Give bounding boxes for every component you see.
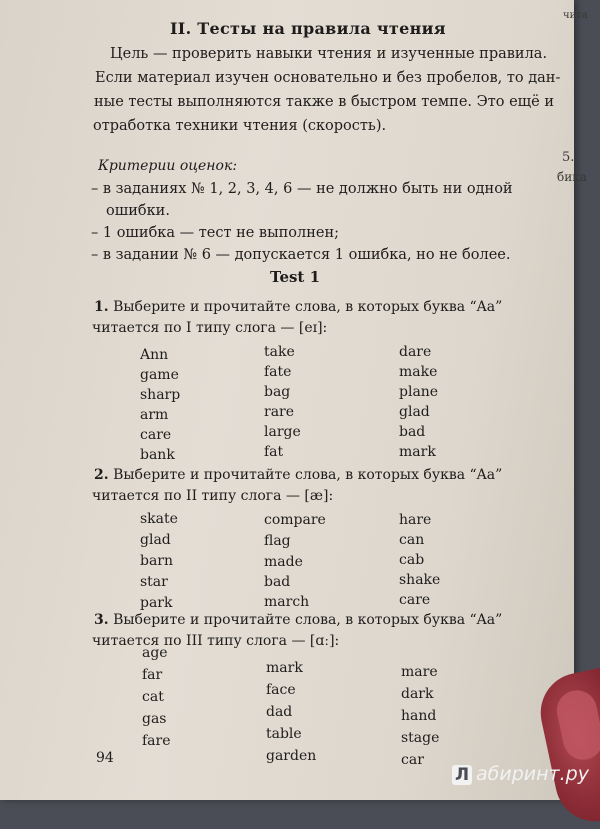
next-page-edge-top: чита [563, 10, 588, 21]
word: skate [140, 511, 178, 527]
word: arm [140, 407, 169, 423]
word: care [399, 592, 431, 608]
word: game [140, 367, 179, 383]
word: large [264, 424, 301, 440]
word: car [401, 752, 424, 768]
word: bag [264, 384, 291, 400]
watermark-text: абиринт.ру [476, 763, 589, 785]
word: star [140, 574, 168, 590]
word: age [142, 645, 168, 661]
word: make [399, 364, 438, 380]
word: sharp [140, 387, 181, 403]
criteria-item-2: – 1 ошибка — тест не выполнен; [91, 225, 340, 241]
word: table [266, 726, 302, 742]
word: bad [264, 574, 291, 590]
word: can [399, 532, 425, 548]
word: fare [142, 733, 171, 749]
watermark-logo-icon: Л [452, 765, 472, 785]
word: cab [399, 552, 425, 568]
word: face [266, 682, 296, 698]
word: stage [401, 730, 440, 746]
intro-line-1: Цель — проверить навыки чтения и изученные правила. [110, 46, 548, 62]
word: march [264, 594, 310, 610]
task-1-line-2: читается по I типу слога — [eɪ]: [92, 320, 328, 336]
word: gas [142, 711, 167, 727]
word: mark [399, 444, 436, 460]
word: bank [140, 447, 175, 463]
word: fat [264, 444, 284, 460]
criteria-item-3: – в задании № 6 — допускается 1 ошибка, но не более. [91, 247, 511, 263]
word: Ann [140, 347, 169, 363]
task-2-line-1: 2. Выберите и прочитайте слова, в которых буква “Aa” [94, 467, 503, 483]
word: cat [142, 689, 164, 705]
intro-line-2: Если материал изучен основательно и без пробелов, то дан- [95, 70, 561, 86]
chapter-title: II. Тесты на правила чтения [170, 19, 446, 38]
next-page-edge-number: 5. [562, 150, 575, 165]
intro-line-4: отработка техники чтения (скорость). [93, 118, 387, 134]
word: barn [140, 553, 174, 569]
criteria-item-1-cont: ошибки. [106, 203, 170, 219]
test-title: Test 1 [270, 268, 321, 286]
page-number: 94 [96, 750, 114, 766]
word: park [140, 595, 173, 611]
word: bad [399, 424, 426, 440]
task-2-line-2: читается по II типу слога — [æ]: [92, 488, 334, 504]
criteria-item-1: – в заданиях № 1, 2, 3, 4, 6 — не должно быть ни одной [91, 181, 513, 197]
word: glad [399, 404, 430, 420]
word: compare [264, 512, 326, 528]
word: fate [264, 364, 292, 380]
word: hare [399, 512, 432, 528]
word: mark [266, 660, 303, 676]
word: care [140, 427, 172, 443]
word: rare [264, 404, 295, 420]
next-page-edge-word: бика [557, 170, 587, 184]
word: mare [401, 664, 438, 680]
word: garden [266, 748, 317, 764]
word: glad [140, 532, 171, 548]
word: dad [266, 704, 293, 720]
criteria-title: Критерии оценок: [98, 158, 238, 174]
word: shake [399, 572, 441, 588]
task-3-line-2: читается по III типу слога — [ɑː]: [92, 633, 340, 649]
task-3-line-1: 3. Выберите и прочитайте слова, в которых буква “Aa” [94, 612, 503, 628]
word: made [264, 554, 303, 570]
word: dare [399, 344, 432, 360]
intro-line-3: ные тесты выполняются также в быстром темпе. Это ещё и [94, 94, 554, 110]
word: hand [401, 708, 437, 724]
word: plane [399, 384, 439, 400]
word: far [142, 667, 163, 683]
word: dark [401, 686, 434, 702]
task-1-line-1: 1. Выберите и прочитайте слова, в которых буква “Aa” [94, 299, 503, 315]
word: flag [264, 533, 291, 549]
word: take [264, 344, 295, 360]
